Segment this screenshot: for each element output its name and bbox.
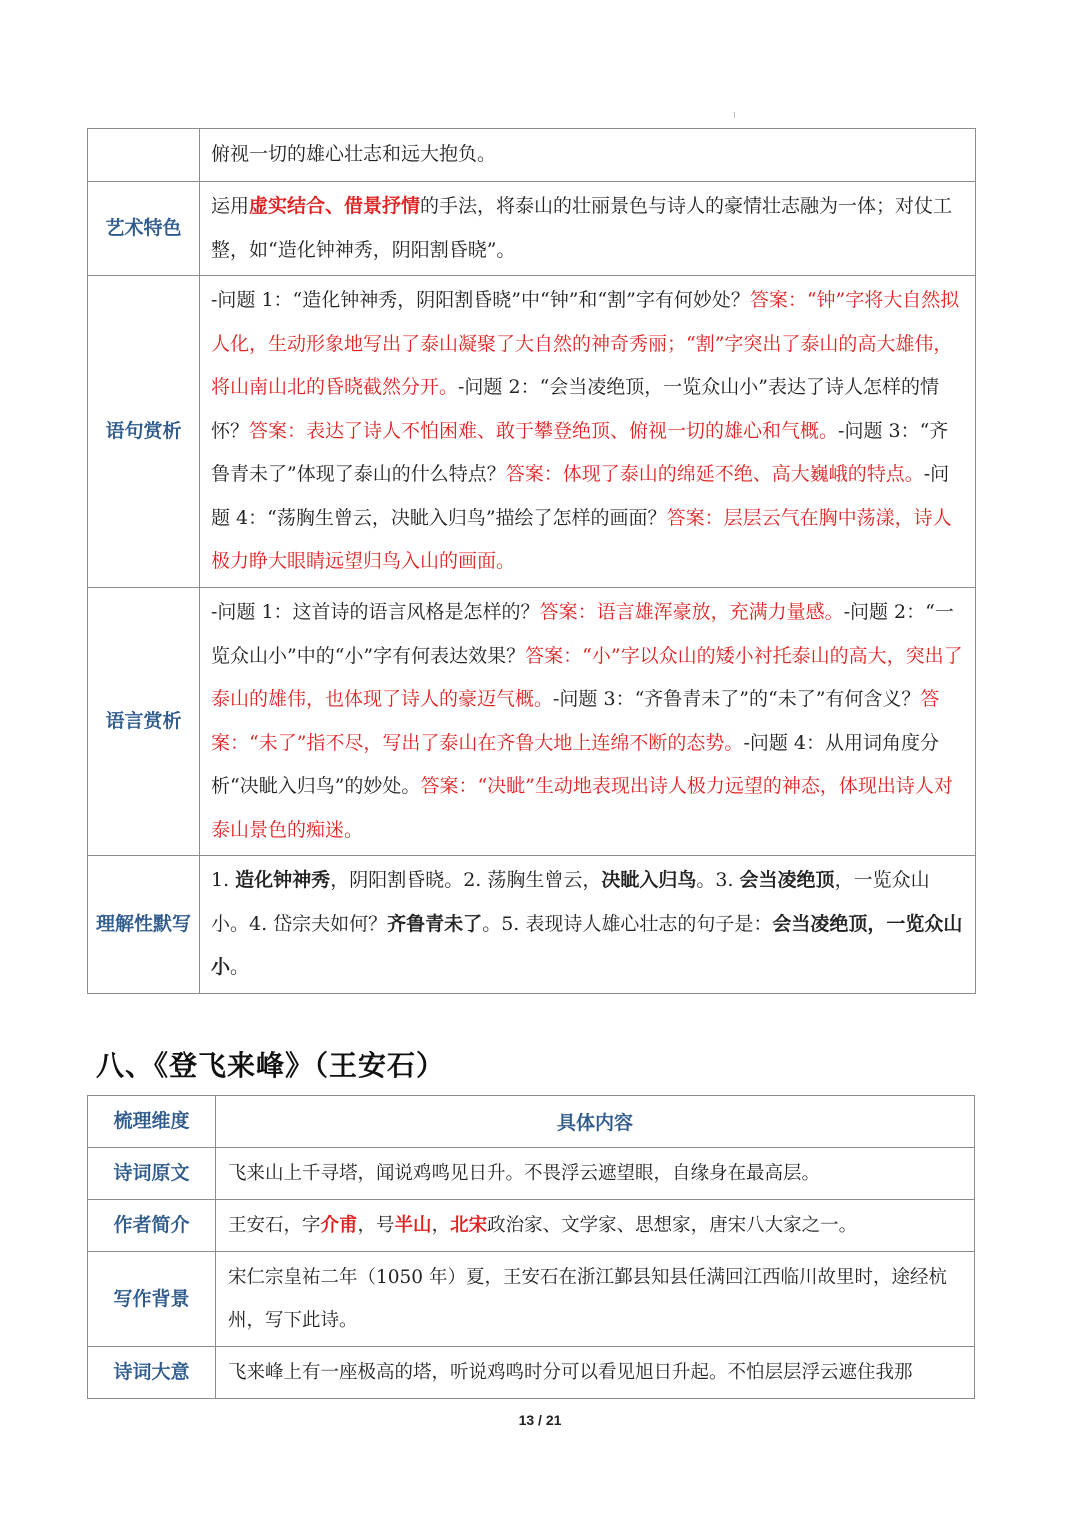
sentence-content [200,276,976,588]
table-row [88,182,976,276]
question: -问题 4：从用词角度分析“决眦入归鸟”的妙处。 [211,731,939,797]
row-label-sentence: 语句赏析 [88,276,200,588]
table-row [88,1148,975,1200]
answer: 答案：“决眦”生动地表现出诗人极力远望的神态，体现出诗人对泰山景色的痴迷。 [211,775,953,841]
question: -问题 1：“造化钟神秀，阴阳割昏晓”中“钟”和“割”字有何妙处？ [211,289,750,312]
answer: 答案：层层云气在胸中荡漾，诗人极力睁大眼睛远望归鸟入山的画面。 [211,506,952,573]
analysis-table-dengfeilaifeng [87,1095,975,1399]
author-content: 王安石，字介甫，号半山，北宋政治家、文学家、思想家，唐宋八大家之一。 [216,1200,975,1252]
table-row [88,129,976,182]
header-content: 具体内容 [216,1096,975,1148]
section-heading: 八、《登飞来峰》（王安石） [96,1049,446,1082]
question: -问题 3：“齐鲁青未了”的“未了”有何含义？ [553,688,921,710]
row-label-empty [88,129,200,182]
answer: 答案：“钟”字将大自然拟人化，生动形象地写出了泰山凝聚了大自然的神奇秀丽；“割”字突出了泰山的高大雄伟，将山南山北的昏晓截然分开。 [211,289,960,399]
dictation-content: 1. 造化钟神秀，阴阳割昏晓。2. 荡胸生曾云，决眦入归鸟。3. 会当凌绝顶，一览众山小。4. 岱宗夫如何？齐鲁青未了。5. 表现诗人雄心壮志的句子是：会当凌绝顶，一览众山小。 [200,856,976,994]
table-row [88,856,976,994]
table-row [88,1200,975,1252]
question: -问题 1：这首诗的语言风格是怎样的？ [211,601,540,623]
table-row [88,1252,975,1347]
meaning-content: 飞来峰上有一座极高的塔，听说鸡鸣时分可以看见旭日升起。不怕层层浮云遮住我那 [216,1347,975,1399]
question: -问题 2：“会当凌绝顶，一览众山小”表达了诗人怎样的情怀？ [211,376,939,442]
row-label-original: 诗词原文 [88,1148,216,1200]
continued-text: 俯视一切的雄心壮志和远大抱负。 [200,129,976,182]
table-header-row [88,1096,975,1148]
language-content [200,588,976,856]
background-content: 宋仁宗皇祐二年（1050 年）夏，王安石在浙江鄞县知县任满回江西临川故里时，途经杭州，写下此诗。 [216,1252,975,1347]
question: -问题 4：“荡胸生曾云，决眦入归鸟”描绘了怎样的画面？ [211,463,950,529]
poem-text: 飞来山上千寻塔，闻说鸡鸣见日升。不畏浮云遮望眼，自缘身在最高层。 [216,1148,975,1200]
answer: 答案：语言雄浑豪放，充满力量感。 [539,601,844,623]
table-row [88,588,976,856]
row-label-art: 艺术特色 [88,182,200,276]
highlight-technique: 虚实结合、借景抒情 [249,195,421,217]
analysis-table-wangyue [87,128,976,994]
page-number: 13 / 21 [518,1412,562,1428]
answer: 答案：“小”字以众山的矮小衬托泰山的高大，突出了泰山的雄伟，也体现了诗人的豪迈气概。 [211,644,963,710]
header-dimension: 梳理维度 [88,1096,216,1148]
answer: 答案：“未了”指不尽，写出了泰山在齐鲁大地上连绵不断的态势。 [211,688,940,754]
question: -问题 2：“一览众山小”中的“小”字有何表达效果？ [211,601,954,667]
row-label-dictation: 理解性默写 [88,856,200,994]
row-label-background: 写作背景 [88,1252,216,1347]
row-label-author: 作者简介 [88,1200,216,1252]
answer: 答案：表达了诗人不怕困难、敢于攀登绝顶、俯视一切的雄心和气概。 [249,419,839,442]
question: -问题 3：“齐鲁青未了”体现了泰山的什么特点？ [211,419,949,486]
table-row [88,276,976,588]
row-label-meaning: 诗词大意 [88,1347,216,1399]
answer: 答案：体现了泰山的绵延不绝、高大巍峨的特点。 [505,463,924,486]
art-content: 运用虚实结合、借景抒情的手法，将泰山的壮丽景色与诗人的豪情壮志融为一体；对仗工整，如“造化钟神秀，阴阳割昏晓”。 [200,182,976,276]
page-mark [734,112,735,118]
row-label-language: 语言赏析 [88,588,200,856]
table-row [88,1347,975,1399]
